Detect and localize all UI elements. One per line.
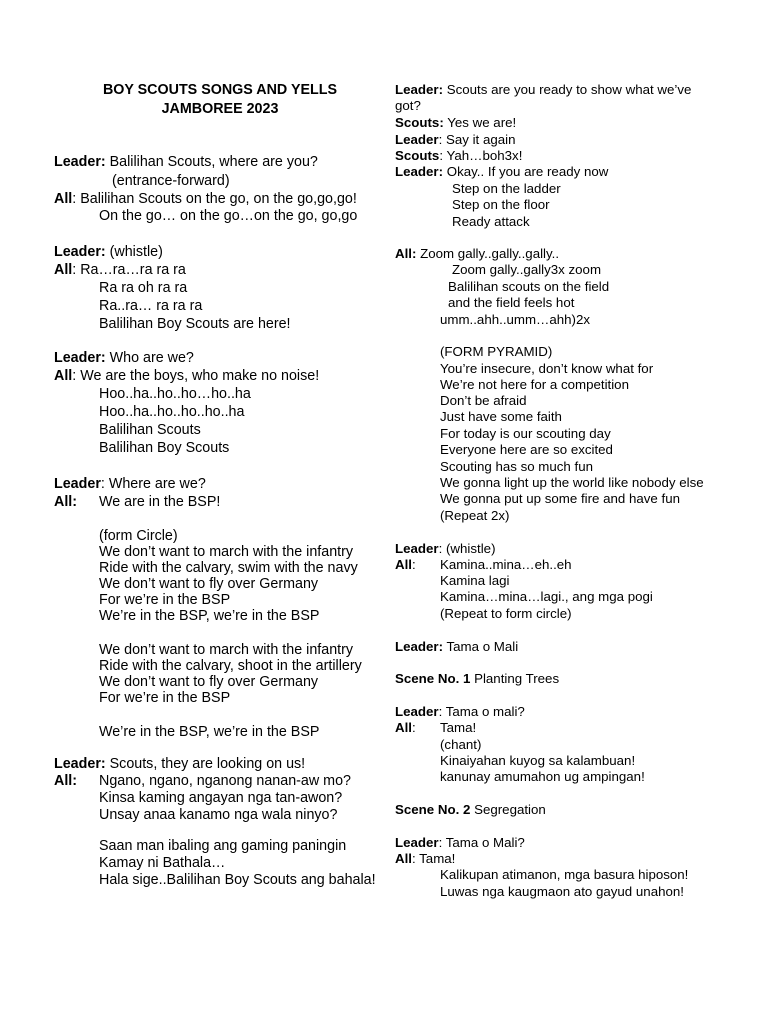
- lyric-line: Hoo..ha..ho..ho…ho..ha: [99, 386, 251, 402]
- lyric-line: We don’t want to fly over Germany: [99, 576, 319, 592]
- lyric-line: We don’t want to march with the infantry: [99, 544, 354, 560]
- lyric-line: Balilihan Boy Scouts: [99, 440, 230, 456]
- lyric-line: On the go… on the go…on the go, go,go: [99, 208, 358, 224]
- lyric-line: Ready attack: [452, 214, 530, 229]
- lyric-line: (Repeat to form circle): [440, 606, 572, 621]
- lyric-line: Step on the floor: [452, 197, 550, 212]
- lyric-line: Kamay ni Bathala…: [99, 855, 226, 871]
- lyric-line: Kinsa kaming angayan nga tan-awon?: [99, 790, 343, 806]
- lyric-line: Scene No. 1 Planting Trees: [395, 671, 560, 686]
- lyric-line: For today is our scouting day: [440, 426, 611, 441]
- lyric-line: umm..ahh..umm…ahh)2x: [440, 312, 591, 327]
- lyric-line: (Repeat 2x): [440, 508, 510, 523]
- lyric-line: Leader: Who are we?: [54, 350, 194, 366]
- lyric-line: kanunay amumahon ug ampingan!: [440, 769, 645, 784]
- lyric-line: We gonna light up the world like nobody else: [440, 475, 704, 490]
- lyric-line: Leader: Scouts, they are looking on us!: [54, 756, 306, 772]
- lyric-line: Scouts: Yes we are!: [395, 115, 517, 130]
- lyric-line: Ride with the calvary, swim with the navy: [99, 560, 358, 576]
- lyric-line: (form Circle): [99, 528, 178, 544]
- lyric-line: All: Tama!: [395, 851, 456, 866]
- document-subtitle: JAMBOREE 2023: [161, 101, 279, 117]
- lyric-line: Scene No. 2 Segregation: [395, 802, 546, 817]
- lyric-line: We’re not here for a competition: [440, 377, 629, 392]
- lyric-line: (entrance-forward): [112, 173, 230, 189]
- lyric-line: Leader: Balilihan Scouts, where are you?: [54, 154, 318, 170]
- lyric-line: Ride with the calvary, shoot in the artillery: [99, 658, 362, 674]
- lyric-line: Leader: Tama o Mali: [395, 639, 519, 654]
- document-title: BOY SCOUTS SONGS AND YELLS: [102, 82, 338, 98]
- lyric-line: Balilihan scouts on the field: [448, 279, 610, 294]
- lyric-line: Kinaiyahan kuyog sa kalambuan!: [440, 753, 636, 768]
- lyric-line: Leader: Tama o Mali?: [395, 835, 525, 850]
- lyric-line: Leader: Okay.. If you are ready now: [395, 164, 609, 179]
- lyric-line: Unsay anaa kanamo nga wala ninyo?: [99, 807, 338, 823]
- lyric-line: All: Ra…ra…ra ra ra: [54, 262, 186, 278]
- lyric-line: Don’t be afraid: [440, 393, 527, 408]
- lyric-line: got?: [395, 98, 421, 113]
- lyric-line: All:: [395, 720, 416, 735]
- lyric-line: Kalikupan atimanon, mga basura hiposon!: [440, 867, 689, 882]
- lyric-line: We’re in the BSP, we’re in the BSP: [99, 724, 320, 740]
- lyric-line: Leader: (whistle): [395, 541, 496, 556]
- lyric-line: All: Balilihan Scouts on the go, on the go,go,go!: [54, 191, 357, 207]
- lyric-line: For we’re in the BSP: [99, 690, 231, 706]
- lyric-line: (FORM PYRAMID): [440, 344, 553, 359]
- lyric-line: Kamina lagi: [440, 573, 510, 588]
- lyric-line: Luwas nga kaugmaon ato gayud unahon!: [440, 884, 684, 899]
- lyric-line: Leader: (whistle): [54, 244, 163, 260]
- lyric-line: All: Ngano, ngano, nganong nanan-aw mo?: [54, 773, 351, 789]
- lyric-line: Ra..ra… ra ra ra: [99, 298, 203, 314]
- lyric-line: Saan man ibaling ang gaming paningin: [99, 838, 347, 854]
- lyric-line: Hoo..ha..ho..ho..ho..ha: [99, 404, 245, 420]
- lyric-line: Tama!: [440, 720, 477, 735]
- lyric-line: Zoom gally..gally3x zoom: [452, 262, 602, 277]
- lyric-line: We don’t want to fly over Germany: [99, 674, 319, 690]
- lyric-line: Scouting has so much fun: [440, 459, 594, 474]
- lyric-line: and the field feels hot: [448, 295, 575, 310]
- lyric-line: We don’t want to march with the infantry: [99, 642, 354, 658]
- lyric-line: Just have some faith: [440, 409, 562, 424]
- lyric-line: Leader: Scouts are you ready to show what we’ve: [395, 82, 692, 97]
- lyric-line: Kamina..mina…eh..eh: [440, 557, 572, 572]
- lyric-line: All: We are in the BSP!: [54, 494, 221, 510]
- lyric-line: Hala sige..Balilihan Boy Scouts ang bahala!: [99, 872, 376, 888]
- lyric-line: Balilihan Boy Scouts are here!: [99, 316, 291, 332]
- lyric-line: For we’re in the BSP: [99, 592, 231, 608]
- lyric-line: You’re insecure, don’t know what for: [440, 361, 654, 376]
- lyric-line: Ra ra oh ra ra: [99, 280, 188, 296]
- lyric-line: Leader: Where are we?: [54, 476, 206, 492]
- lyric-line: Step on the ladder: [452, 181, 561, 196]
- lyric-line: Leader: Tama o mali?: [395, 704, 525, 719]
- lyric-line: Kamina…mina…lagi., ang mga pogi: [440, 589, 653, 604]
- lyric-line: Leader: Say it again: [395, 132, 516, 147]
- lyric-line: Everyone here are so excited: [440, 442, 613, 457]
- lyric-line: All:: [395, 557, 416, 572]
- lyric-line: Balilihan Scouts: [99, 422, 201, 438]
- lyric-line: We gonna put up some fire and have fun: [440, 491, 680, 506]
- lyric-line: We’re in the BSP, we’re in the BSP: [99, 608, 320, 624]
- lyric-line: All: Zoom gally..gally..gally..: [395, 246, 560, 261]
- lyric-line: Scouts: Yah…boh3x!: [395, 148, 523, 163]
- lyric-line: (chant): [440, 737, 482, 752]
- lyric-line: All: We are the boys, who make no noise!: [54, 368, 320, 384]
